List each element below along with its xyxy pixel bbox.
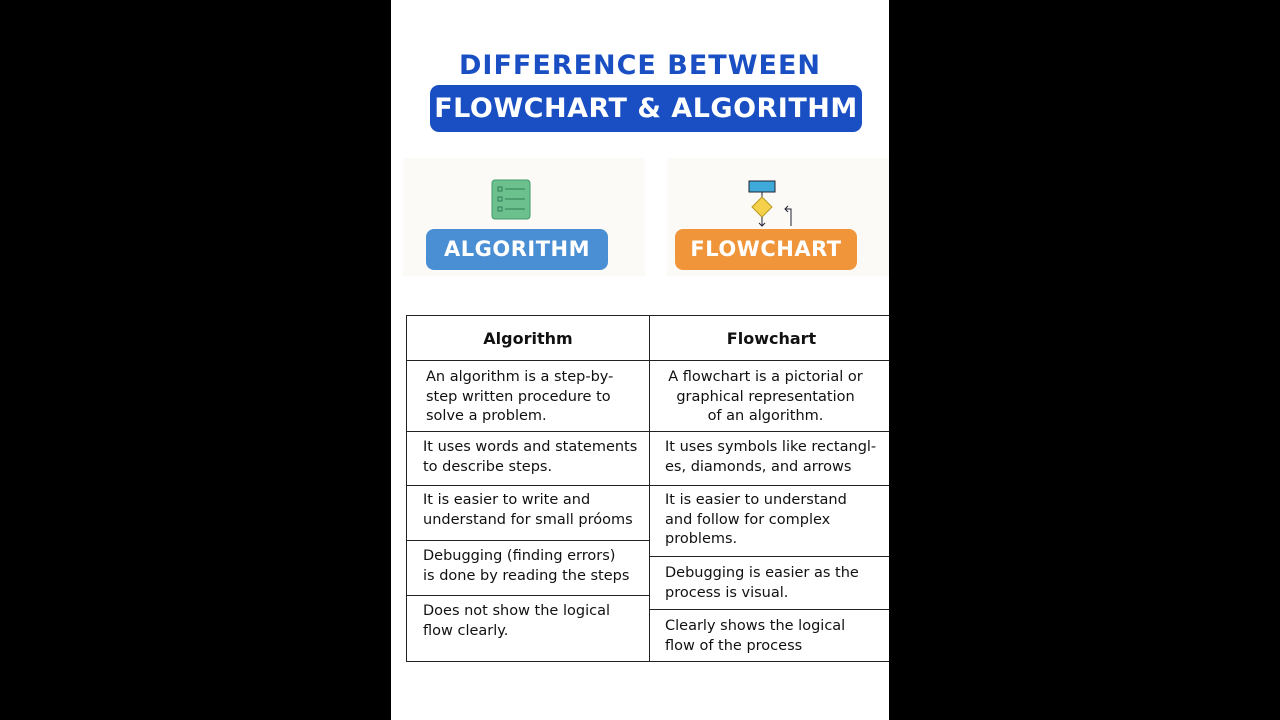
flowchart-icon — [747, 179, 795, 229]
title-line-1: DIFFERENCE BETWEEN — [459, 50, 821, 81]
header-flowchart: Flowchart — [649, 316, 889, 361]
algorithm-cell: Debugging (finding errors) is done by reading the steps — [407, 541, 649, 596]
title-line-2: FLOWCHART & ALGORITHM — [430, 85, 862, 132]
flowchart-cell: Clearly shows the logical flow of the process — [649, 610, 889, 662]
algorithm-cell: An algorithm is a step-by- step written procedure to solve a problem. — [407, 361, 649, 432]
algorithm-badge: ALGORITHM — [426, 229, 608, 270]
algorithm-cell: It is easier to write and understand for small próoms — [407, 486, 649, 541]
flowchart-cell: It uses symbols like rectangl- es, diamonds, and arrows — [649, 432, 889, 486]
flowchart-cell: Debugging is easier as the process is visual. — [649, 557, 889, 610]
infographic-panel — [391, 0, 889, 720]
algorithm-column — [406, 315, 650, 662]
algorithm-cell: It uses words and statements to describe steps. — [407, 432, 649, 486]
algorithm-cell: Does not show the logical flow clearly. — [407, 596, 649, 662]
header-algorithm: Algorithm — [407, 316, 649, 361]
flowchart-badge: FLOWCHART — [675, 229, 857, 270]
flowchart-column — [649, 315, 889, 662]
checklist-icon — [491, 179, 531, 221]
flowchart-cell: A flowchart is a pictorial or graphical representation of an algorithm. — [649, 361, 889, 432]
flowchart-cell: It is easier to understand and follow for complex problems. — [649, 486, 889, 557]
